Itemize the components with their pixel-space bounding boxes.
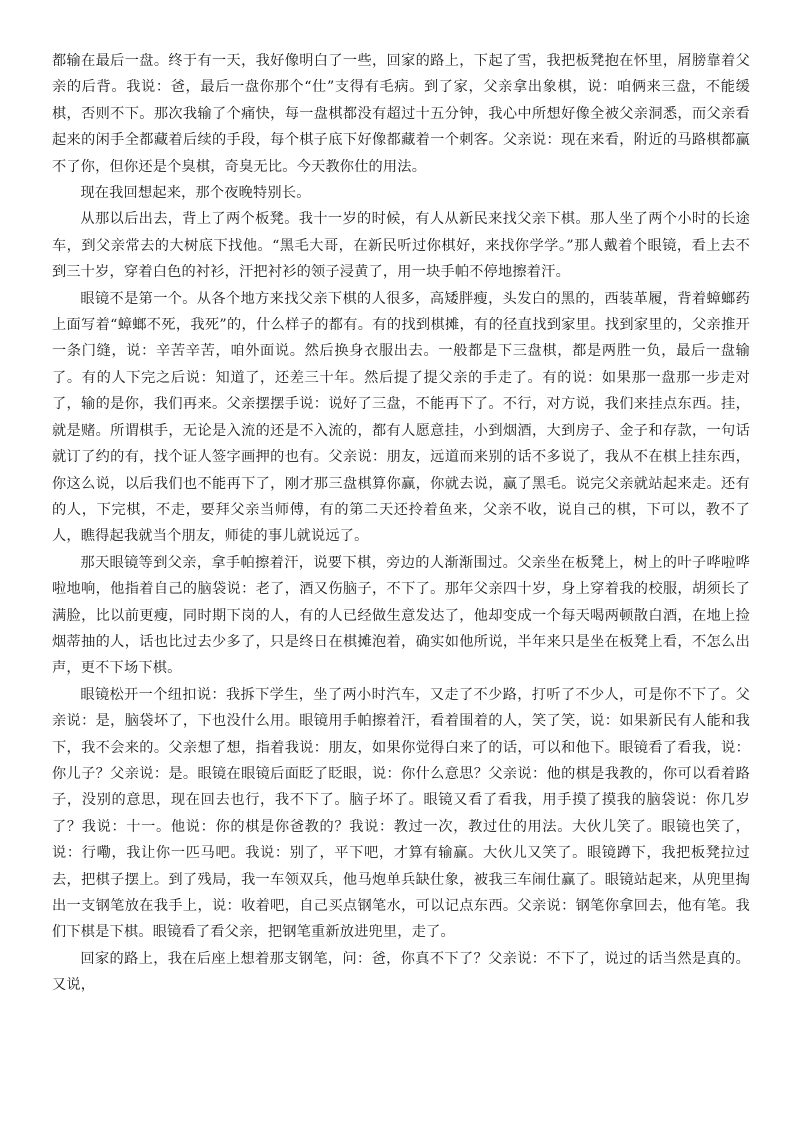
paragraph-3: 从那以后出去，背上了两个板凳。我十一岁的时候，有人从新民来找父亲下棋。那人坐了两个小时的长途车，到父亲常去的大树底下找他。“黑毛大哥，在新民听过你棋好，来找你学学。”那人戴着个眼镜，看上去不到三十岁，穿着白色的衬衫，汗把衬衫的领子浸黄了，用一块手帕不停地擦着汗。 <box>52 211 750 281</box>
paragraph-6: 眼镜松开一个纽扣说：我拆下学生，坐了两小时汽车，又走了不少路，打听了不少人，可是你不下了。父亲说：是，脑袋坏了，下也没什么用。眼镜用手帕擦着汗，看着围着的人，笑了笑，说：如果新民有人能和我下，我不会来的。父亲想了想，指着我说：朋友，如果你觉得白来了的话，可以和他下。眼镜看了看我，说：你儿子？父亲说：是。眼镜在眼镜后面眨了眨眼，说：你什么意思？父亲说：他的棋是我教的，你可以看着路子，没别的意思，现在回去也行，我不下了。脑子坏了。眼镜又看了看我，用手摸了摸我的脑袋说：你几岁了？我说：十一。他说：你的棋是你爸教的？我说：教过一次，教过仕的用法。大伙儿笑了。眼镜也笑了，说：行嘞，我让你一匹马吧。我说：别了，平下吧，才算有输赢。大伙儿又笑了。眼镜蹲下，我把板凳拉过去，把棋子摆上。到了残局，我一车领双兵，他马炮单兵缺仕象，被我三车闹仕赢了。眼镜站起来，从兜里掏出一支钢笔放在我手上，说：收着吧，自己买点钢笔水，可以记点东西。父亲说：钢笔你拿回去，他有笔。我们下棋是下棋。眼镜看了看父亲，把钢笔重新放进兜里，走了。 <box>52 686 750 941</box>
paragraph-5: 那天眼镜等到父亲，拿手帕擦着汗，说要下棋，旁边的人渐渐围过。父亲坐在板凳上，树上的叶子哗啦哗啦地响，他指着自己的脑袋说：老了，酒又伤脑子，不下了。那年父亲四十岁，身上穿着我的校服，胡须长了满脸，比以前更瘦，同时期下岗的人，有的人已经做生意发达了，他却变成一个每天喝两顿散白酒，在地上捡烟蒂抽的人，话也比过去少多了，只是终日在棋摊泡着，确实如他所说，半年来只是坐在板凳上看，不怎么出声，更不下场下棋。 <box>52 554 750 677</box>
paragraph-7: 回家的路上，我在后座上想着那支钢笔，问：爸，你真不下了？父亲说：不下了，说过的话当然是真的。又说， <box>52 950 750 994</box>
paragraph-4: 眼镜不是第一个。从各个地方来找父亲下棋的人很多，高矮胖瘦，头发白的黑的，西装革履，背着蟑螂药上面写着“蟑螂不死，我死”的，什么样子的都有。有的找到棋摊，有的径直找到家里。找到家里的，父亲推开一条门缝，说：辛苦辛苦，咱外面说。然后换身衣服出去。一般都是下三盘棋，都是两胜一负，最后一盘输了。有的人下完之后说：知道了，还差三十年。然后提了提父亲的手走了。有的说：如果那一盘那一步走对了，输的是你，我们再来。父亲摆摆手说：说好了三盘，不能再下了。不行，对方说，我们来挂点东西。挂，就是赌。所谓棋手，无论是入流的还是不入流的，都有人愿意挂，小到烟酒，大到房子、金子和存款，一句话就订了约的有，找个证人签字画押的也有。父亲说：朋友，远道而来别的话不多说了，我从不在棋上挂东西，你这么说，以后我们也不能再下了，刚才那三盘棋算你赢，你就去说，赢了黑毛。说完父亲就站起来走。还有的人，下完棋，不走，要拜父亲当师傅，有的第二天还拎着鱼来，父亲不收，说自己的棋，下可以，教不了人，瞧得起我就当个朋友，师徒的事儿就说远了。 <box>52 290 750 545</box>
paragraph-2: 现在我回想起来，那个夜晚特别长。 <box>80 185 311 202</box>
paragraph-1: 都输在最后一盘。终于有一天，我好像明白了一些，回家的路上，下起了雪，我把板凳抱在怀里，屑膀靠着父亲的后背。我说：爸，最后一盘你那个“仕”支得有毛病。到了家，父亲拿出象棋，说：咱俩来三盘，不能缓棋，否则不下。那次我输了个痛快，每一盘棋都没有超过十五分钟，我心中所想好像全被父亲洞悉，而父亲看起来的闲手全都藏着后续的手段，每个棋子底下好像都藏着一个刺客。父亲说：现在来看，附近的马路棋都赢不了你，但你还是个臭棋，奇臭无比。今天教你仕的用法。 <box>52 53 750 175</box>
